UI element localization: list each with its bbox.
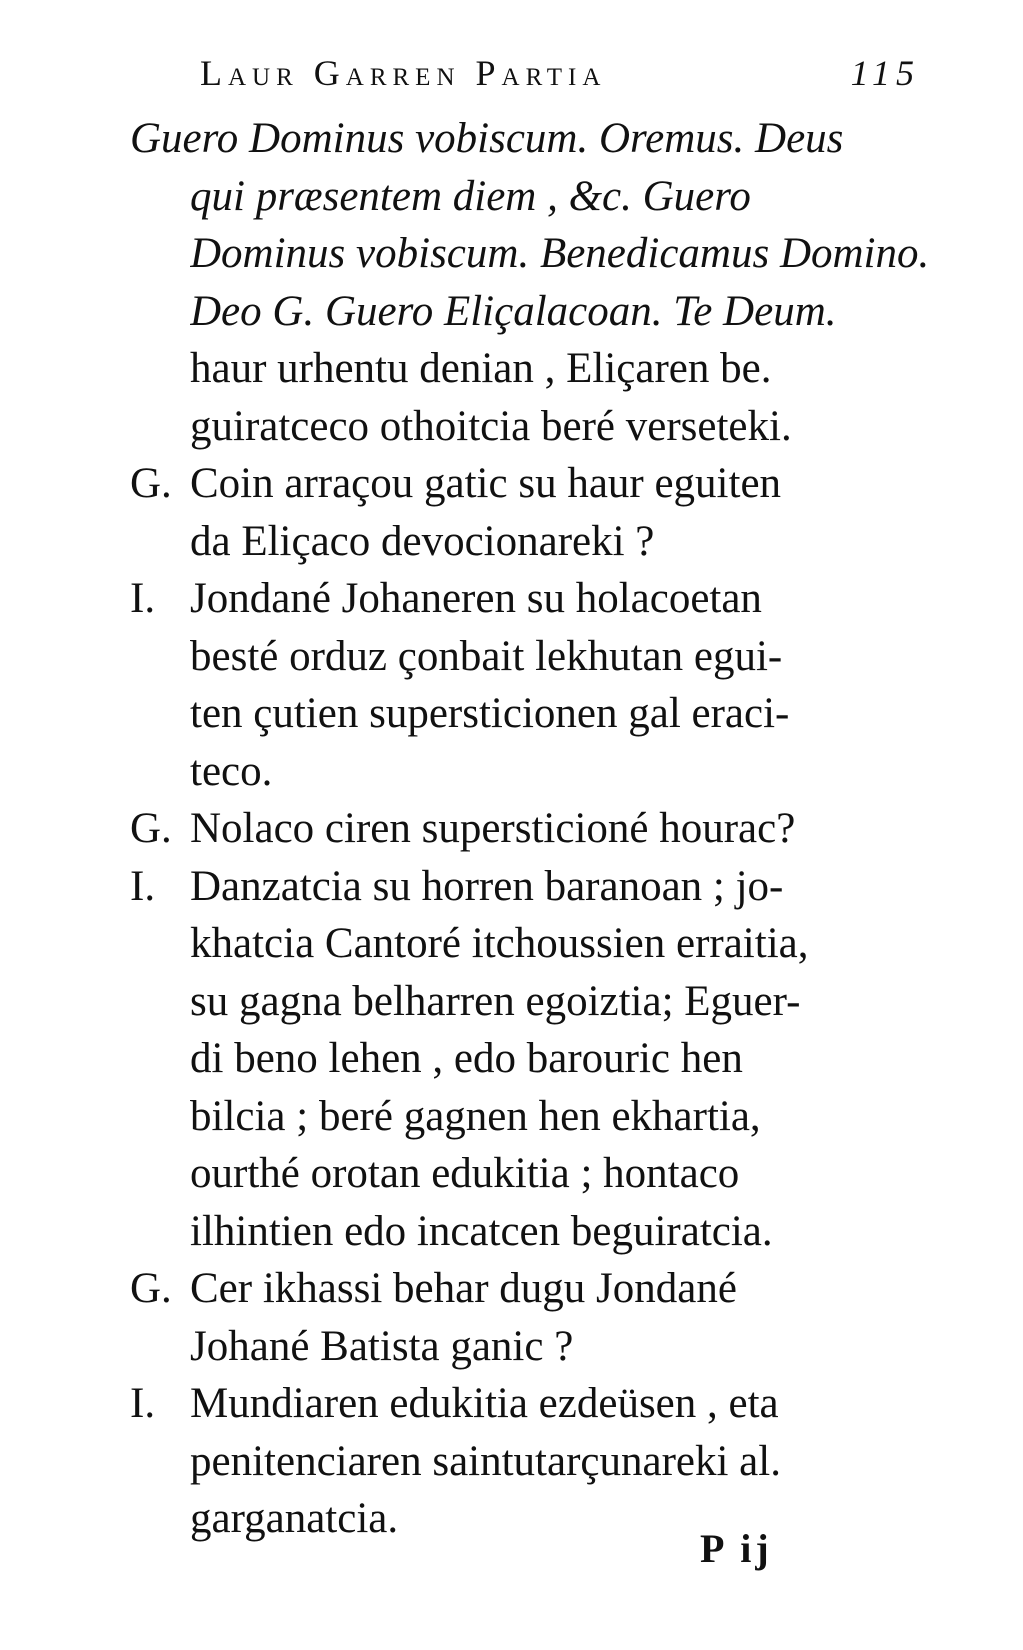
line-text: Coin arraçou gatic su haur eguiten [190,460,782,507]
line-text: di beno lehen , edo barouric hen [190,1035,743,1082]
line-text: Cer ikhassi behar dugu Jondané [190,1265,737,1312]
body-text [130,110,930,1548]
text-line [130,1433,930,1491]
line-text: haur urhentu denian , Eliçaren be. [190,345,772,392]
line-text: su gagna belharren egoiztia; Eguer- [190,977,801,1025]
line-text: bilcia ; beré gagnen hen ekhartia, [190,1092,761,1140]
text-line [130,110,930,168]
text-line [130,283,930,341]
line-text: khatcia Cantoré itchoussien erraitia, [190,920,809,967]
speaker-marker: I. [130,1380,156,1427]
text-line [130,1030,930,1088]
running-title: Laur Garren Partia [200,53,607,93]
text-line [130,628,930,686]
speaker-marker: G. [130,460,172,507]
speaker-marker: G. [130,805,172,852]
text-line [130,915,930,973]
text-line [130,1260,930,1318]
line-text: Johané Batista ganic ? [190,1322,574,1370]
text-line [130,858,930,916]
text-line [130,1375,930,1433]
text-line [130,225,930,283]
text-line [130,800,930,858]
text-line [130,1490,930,1548]
text-line [130,1318,930,1376]
text-line [130,340,930,398]
line-text: guiratceco othoitcia beré verseteki. [190,402,792,450]
line-text: besté orduz çonbait lekhutan egui- [190,632,783,680]
text-line [130,168,930,226]
line-text: Dominus vobiscum. Benedicamus Domino. [190,230,930,277]
text-line [130,513,930,571]
text-line [130,1203,930,1261]
line-text: da Eliçaco devocionareki ? [190,517,655,565]
text-line [130,398,930,456]
line-text: Jondané Johaneren su holacoetan [190,575,762,622]
line-text: Danzatcia su horren baranoan ; jo- [190,862,784,910]
line-text: Deo G. Guero Eliçalacoan. Te Deum. [190,287,837,335]
line-text: teco. [190,747,273,795]
speaker-marker: I. [130,862,156,910]
text-line [130,570,930,628]
line-text: ilhintien edo incatcen beguiratcia. [190,1207,773,1255]
line-text: Mundiaren edukitia ezdeüsen , eta [190,1380,779,1427]
speaker-marker: I. [130,575,156,622]
speaker-marker: G. [130,1265,172,1312]
text-line [130,973,930,1031]
line-text: ourthé orotan edukitia ; hontaco [190,1150,740,1197]
page-number: 115 [850,53,920,93]
text-line [130,743,930,801]
running-header [200,52,920,102]
line-text: qui præsentem diem , &c. Guero [190,172,751,220]
text-line [130,1145,930,1203]
text-line [130,455,930,513]
signature-mark: P ij [700,1526,773,1571]
line-text: Nolaco ciren supersticioné hourac? [190,805,796,852]
line-text: garganatcia. [190,1495,399,1542]
line-text: ten çutien supersticionen gal eraci- [190,690,790,737]
line-text: Guero Dominus vobiscum. Oremus. Deus [130,115,844,162]
line-text: penitenciaren saintutarçunareki al. [190,1437,781,1485]
text-line [130,685,930,743]
text-line [130,1088,930,1146]
